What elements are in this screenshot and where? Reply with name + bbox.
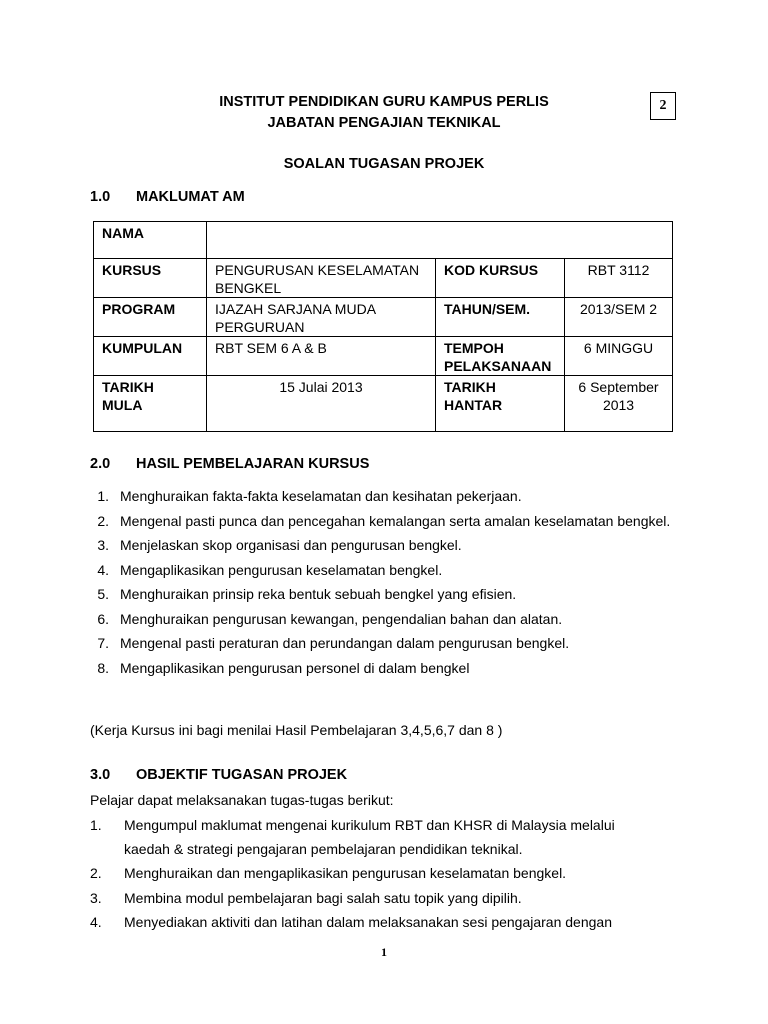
table-row [94, 298, 673, 337]
list-item [93, 537, 678, 553]
item-text: Mengumpul maklumat mengenai kurikulum RBT dan KHSR di Malaysia melalui [124, 817, 615, 833]
section-number: 3.0 [90, 767, 111, 783]
item-number: 7. [97, 635, 109, 651]
item-number: 1. [90, 817, 102, 833]
table-row [94, 222, 673, 259]
item-number: 2. [97, 512, 109, 529]
tempoh-label: TEMPOH PELAKSANAAN [436, 337, 565, 376]
list-item [93, 635, 678, 651]
tarikh-mula-label: TARIKH MULA [94, 376, 207, 432]
list-item [93, 488, 678, 504]
table-row [94, 259, 673, 298]
list-item [93, 611, 678, 627]
tarikh-hantar-label: TARIKH HANTAR [436, 376, 565, 432]
item-number: 8. [97, 659, 109, 676]
department-name: JABATAN PENGAJIAN TEKNIKAL [267, 115, 501, 131]
item-number: 5. [97, 586, 109, 602]
list-item [93, 660, 678, 676]
nama-value [207, 222, 673, 259]
program-label: PROGRAM [94, 298, 207, 337]
item-text: Mengenal pasti punca dan pencegahan kemalangan serta amalan keselamatan bengkel. [120, 512, 671, 529]
program-value: IJAZAH SARJANA MUDA PERGURUAN [207, 298, 436, 337]
tempoh-value: 6 MINGGU [565, 337, 673, 376]
footer-page-number: 1 [381, 945, 387, 959]
objectives-intro: Pelajar dapat melaksanakan tugas-tugas berikut: [90, 792, 394, 808]
kumpulan-value: RBT SEM 6 A & B [207, 337, 436, 376]
learning-outcomes-list [93, 488, 678, 684]
coursework-note: (Kerja Kursus ini bagi menilai Hasil Pembelajaran 3,4,5,6,7 dan 8 ) [90, 722, 503, 738]
item-number: 2. [90, 865, 102, 881]
item-text: Menyediakan aktiviti dan latihan dalam melaksanakan sesi pengajaran dengan [124, 914, 612, 930]
item-text: kaedah & strategi pengajaran pembelajaran pendidikan teknikal. [124, 841, 523, 857]
item-text: Membina modul pembelajaran bagi salah satu topik yang dipilih. [124, 890, 522, 906]
section-title: MAKLUMAT AM [136, 189, 245, 205]
item-number: 3. [90, 890, 102, 906]
section-title: OBJEKTIF TUGASAN PROJEK [136, 767, 348, 783]
document-title: SOALAN TUGASAN PROJEK [283, 156, 485, 172]
table-row [94, 337, 673, 376]
item-number: 3. [97, 537, 109, 553]
section-title: HASIL PEMBELAJARAN KURSUS [136, 456, 370, 472]
item-number: 4. [90, 914, 102, 930]
section-number: 2.0 [90, 456, 111, 472]
table-row [94, 376, 673, 432]
kursus-value: PENGURUSAN KESELAMATAN BENGKEL [207, 259, 436, 298]
page-number-box: 2 [650, 92, 676, 120]
tarikh-mula-value: 15 Julai 2013 [207, 376, 436, 432]
item-text: Menghuraikan dan mengaplikasikan pengurusan keselamatan bengkel. [124, 865, 567, 881]
item-text: Mengenal pasti peraturan dan perundangan dalam pengurusan bengkel. [120, 635, 570, 651]
tahun-sem-label: TAHUN/SEM. [436, 298, 565, 337]
list-item [93, 562, 678, 578]
item-text: Mengaplikasikan pengurusan personel di dalam bengkel [120, 659, 470, 676]
tarikh-hantar-value: 6 September 2013 [565, 376, 673, 432]
item-text: Menghuraikan fakta-fakta keselamatan dan kesihatan pekerjaan. [120, 488, 522, 504]
kod-kursus-value: RBT 3112 [565, 259, 673, 298]
item-text: Mengaplikasikan pengurusan keselamatan bengkel. [120, 561, 443, 578]
item-number: 1. [97, 488, 109, 504]
kod-kursus-label: KOD KURSUS [436, 259, 565, 298]
general-info-table [93, 221, 673, 432]
kumpulan-label: KUMPULAN [94, 337, 207, 376]
nama-label: NAMA [94, 222, 207, 259]
item-text: Menjelaskan skop organisasi dan pengurusan bengkel. [120, 537, 462, 553]
kursus-label: KURSUS [94, 259, 207, 298]
list-item [93, 513, 678, 529]
item-number: 4. [97, 561, 109, 578]
section-number: 1.0 [90, 189, 111, 205]
item-number: 6. [97, 610, 109, 627]
tahun-sem-value: 2013/SEM 2 [565, 298, 673, 337]
item-text: Menghuraikan prinsip reka bentuk sebuah bengkel yang efisien. [120, 586, 517, 602]
list-item [93, 586, 678, 602]
institute-name: INSTITUT PENDIDIKAN GURU KAMPUS PERLIS [219, 94, 549, 110]
item-text: Menghuraikan pengurusan kewangan, pengendalian bahan dan alatan. [120, 610, 563, 627]
